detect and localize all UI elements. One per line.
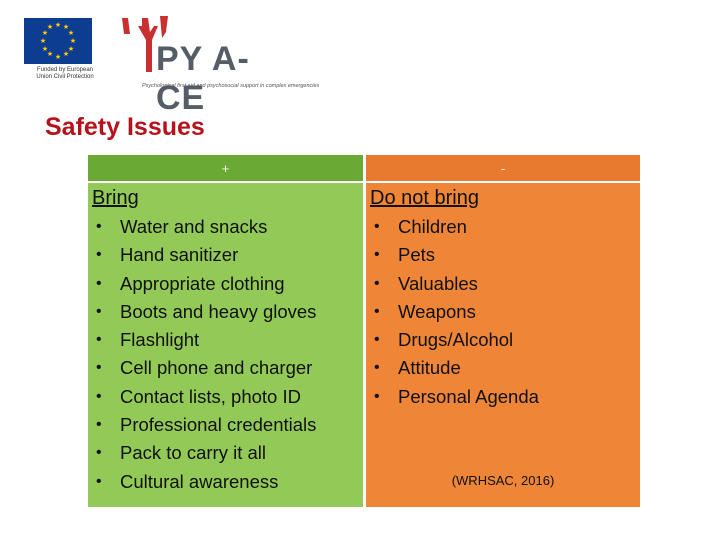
list-item [88,411,316,439]
bring-list [88,213,316,496]
list-item-label: Hand sanitizer [120,244,239,266]
list-item-label: Professional credentials [120,414,317,436]
list-item [366,326,539,354]
bullet-icon: • [374,218,380,235]
list-item-label: Pack to carry it all [120,442,266,464]
list-item-label: Children [398,216,467,237]
plus-symbol: + [221,160,230,176]
svg-text:★: ★ [67,45,75,53]
list-item-label: Drugs/Alcohol [398,329,514,351]
list-item [366,213,539,241]
list-item-label: Personal Agenda [398,385,539,407]
list-item [366,354,539,382]
not-bring-heading: Do not bring [370,187,479,209]
not-bring-panel [366,183,640,507]
list-item-label: Contact lists, photo ID [120,385,301,407]
bullet-icon: • [96,444,102,462]
logo-subtitle: Psychological first aid and psychosocial support in complex emergencies [142,83,320,89]
bullet-icon: • [96,387,102,405]
list-item-label: Cultural awareness [120,470,279,492]
list-item [366,270,539,298]
bullet-icon: • [96,274,102,292]
logo-wordmark: PY A-CE [156,40,250,117]
bullet-icon: • [96,218,102,235]
list-item-label: Water and snacks [120,216,268,237]
citation: (WRHSAC, 2016) [451,473,555,488]
bullet-icon: • [96,302,102,320]
list-item [88,383,316,411]
bullet-icon: • [96,472,102,490]
list-item-label: Appropriate clothing [120,272,285,294]
project-logo [102,12,320,117]
list-item [366,241,539,269]
list-item [88,270,316,298]
bring-panel [88,183,363,507]
minus-symbol: - [500,160,506,176]
bring-column-header [88,155,363,181]
list-item-label: Boots and heavy gloves [120,300,317,322]
list-item-label: Weapons [398,300,476,322]
list-item-label: Valuables [398,272,478,294]
bullet-icon: • [96,359,102,377]
list-item [88,468,316,496]
svg-text:★: ★ [41,45,49,53]
eu-stars-icon [24,18,92,64]
list-item [366,298,539,326]
list-item-label: Pets [398,244,436,266]
svg-text:★: ★ [41,29,49,37]
svg-text:★: ★ [46,50,54,58]
page-title: Safety Issues [45,113,205,141]
svg-text:★: ★ [69,37,77,45]
list-item [88,213,316,241]
bullet-icon: • [374,302,380,320]
bullet-icon: • [96,331,102,349]
list-item-label: Attitude [398,357,461,379]
eu-funding-caption: Funded by European Union Civil Protection [36,67,94,80]
svg-text:★: ★ [62,50,70,58]
list-item [88,241,316,269]
list-item [88,298,316,326]
not-bring-list [366,213,539,411]
list-item [366,383,539,411]
bullet-icon: • [96,416,102,434]
list-item [88,354,316,382]
svg-text:★: ★ [54,53,62,61]
not-bring-column-header [366,155,640,181]
svg-text:★: ★ [39,37,47,45]
bullet-icon: • [374,246,380,264]
svg-text:★: ★ [54,21,62,29]
list-item [88,326,316,354]
list-item-label: Flashlight [120,329,200,351]
svg-text:★: ★ [46,23,54,31]
bullet-icon: • [96,246,102,264]
bullet-icon: • [374,331,380,349]
bring-heading: Bring [92,187,139,209]
svg-text:★: ★ [62,23,70,31]
list-item [88,439,316,467]
list-item-label: Cell phone and charger [120,357,313,379]
bullet-icon: • [374,274,380,292]
svg-text:★: ★ [67,29,75,37]
eu-flag [24,18,92,64]
bullet-icon: • [374,359,380,377]
bullet-icon: • [374,387,380,405]
